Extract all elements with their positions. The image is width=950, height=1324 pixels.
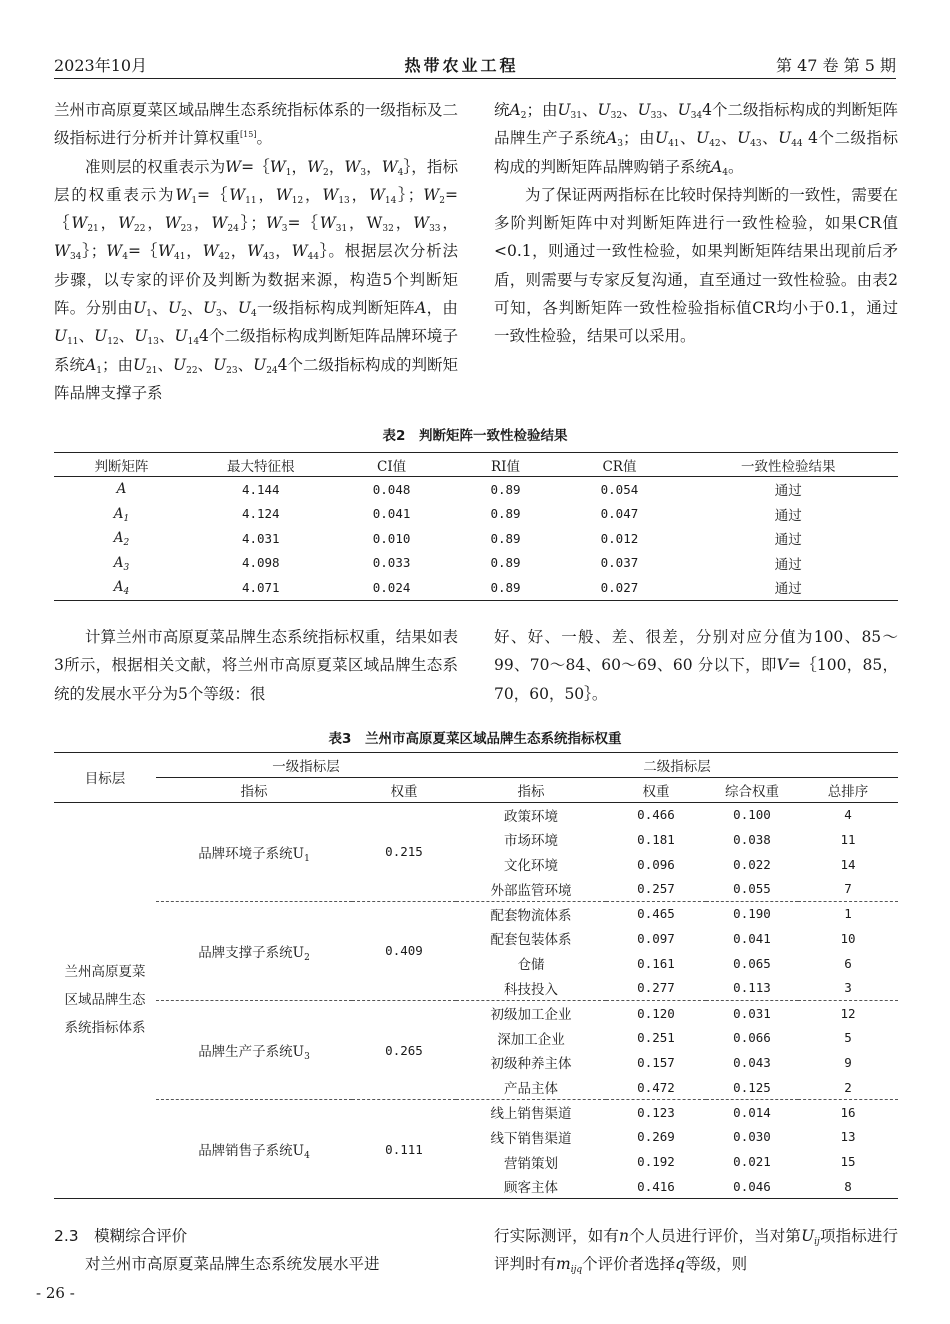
level2-weight-cell: 0.466	[637, 807, 675, 823]
level1-indicator-cell: 品牌支撑子系统$U_2$	[156, 901, 352, 1000]
level2-weight-cell: 0.465	[606, 901, 706, 926]
rank-cell: 14	[840, 856, 856, 872]
table-cell: 0.89	[490, 530, 521, 546]
running-header	[54, 50, 896, 79]
combined-weight-cell: 0.065	[733, 955, 771, 971]
level2-indicator-cell: 初级加工企业	[456, 1000, 606, 1025]
text-column-right-mid	[494, 623, 898, 708]
level2-weight-cell: 0.097	[637, 930, 675, 946]
table-cell: 通过	[774, 507, 802, 524]
header-volume: 第 47 卷 第 5 期	[776, 55, 896, 75]
level2-weight-cell: 0.251	[637, 1030, 675, 1046]
level2-indicator-cell: 科技投入	[504, 981, 558, 998]
combined-weight-cell: 0.046	[733, 1178, 771, 1194]
level2-indicator-cell: 深加工企业	[497, 1031, 565, 1048]
combined-weight-cell: 0.014	[706, 1100, 798, 1125]
level1-indicator-cell: 品牌销售子系统$U_4$	[156, 1100, 352, 1199]
level1-weight-cell: 0.111	[352, 1100, 456, 1199]
table-cell: 4.098	[241, 555, 280, 571]
table-row	[54, 551, 898, 576]
rank-cell: 2	[844, 1079, 852, 1095]
table-cell: 0.027	[600, 579, 639, 595]
target-layer-line: 区域品牌生态	[64, 992, 146, 1009]
table2-header: CI值	[333, 453, 451, 477]
header-date: 2023年10月	[54, 55, 148, 75]
rank-cell: 1	[798, 901, 898, 926]
table-row	[54, 901, 898, 926]
level1-weight-cell: 0.409	[352, 901, 456, 1000]
table-cell: 0.89	[490, 555, 521, 571]
table2	[54, 452, 898, 601]
rank-cell: 3	[844, 980, 852, 996]
table-cell: 0.012	[600, 530, 639, 546]
table-row	[54, 526, 898, 551]
level2-weight-cell: 0.277	[637, 980, 675, 996]
target-layer-line: 系统指标体系	[64, 1020, 146, 1037]
table-cell: 4.031	[241, 530, 280, 546]
level2-indicator-cell: 市场环境	[504, 833, 558, 850]
paragraph: 统$A_2$；由$U_{31}$、$U_{32}$、$U_{33}$、$U_{34}4$个二级指标构成的判断矩阵品牌生产子系统$A_3$；由$U_{41}$、$U_{42}$、$U_{43}$、$U_{44}$ 4个二级指标构成的判断矩阵品牌购销子系统$A_4$。	[494, 101, 899, 178]
rank-cell: 13	[840, 1129, 856, 1145]
table-cell: 通过	[774, 581, 802, 598]
level2-weight-cell: 0.157	[637, 1054, 675, 1070]
paragraph: 为了保证两两指标在比较时保持判断的一致性，需要在多阶判断矩阵中对判断矩阵进行一致性检验，如果CR值<0.1，则通过一致性检验，如果判断矩阵结果出现前后矛盾，则需要与专家反复沟通，直至通过一致性检验。由表2可知，各判断矩阵一致性检验指标值CR均小于0.1，通过一致性检验，结果可以采用。	[494, 185, 898, 346]
level2-indicator-cell: 顾客主体	[504, 1180, 558, 1197]
table2-header: 一致性检验结果	[679, 453, 898, 477]
table-cell: 0.89	[490, 481, 521, 497]
paragraph: 准则层的权重表示为$W=\{W_1$，$W_2$，$W_3$，$W_4\}$，指标层的权重表示为$W_1=\{W_{11}$，$W_{12}$，$W_{13}$，$W_{14}\}$；$W_2=\{W_{21}$，$W_{22}$，$W_{23}$，$W_{24}\}$；$W_3=\{W_{31}$，$W_{32}$，$W_{33}$，$W_{34}\}$；$W_4=\{W_{41}$，$W_{42}$，$W_{43}$，$W_{44}\}$。根据层次分析法步骤，以专家的评价及判断为数据来源，构造5个判断矩阵。分别由$U_1$、$U_2$、$U_3$、$U_4$一级指标构成判断矩阵A，由$U_{11}$、$U_{12}$、$U_{13}$、$U_{14}4$个二级指标构成判断矩阵品牌环境子系统$A_1$；由$U_{21}$、$U_{22}$、$U_{23}$、$U_{24}4$个二级指标构成的判断矩阵品牌支撑子系	[54, 157, 459, 402]
level2-weight-cell: 0.161	[637, 955, 675, 971]
table-row	[54, 1100, 898, 1125]
combined-weight-cell: 0.125	[733, 1079, 771, 1095]
table-cell: 0.054	[600, 481, 639, 497]
combined-weight-cell: 0.021	[733, 1154, 771, 1170]
combined-weight-cell: 0.030	[733, 1129, 771, 1145]
table-cell: 0.048	[372, 481, 411, 497]
level2-weight-cell: 0.181	[637, 831, 675, 847]
matrix-name-cell: $A_3$	[113, 554, 130, 573]
matrix-name-cell: $A_2$	[113, 530, 130, 549]
level1-weight-cell: 0.215	[385, 844, 423, 860]
level1-weight-cell: 0.265	[352, 1000, 456, 1099]
target-layer-line: 兰州高原夏菜	[64, 964, 146, 981]
rank-header: 总排序	[798, 777, 898, 802]
level2-indicator-cell: 外部监管环境	[490, 882, 572, 899]
level2-indicator-cell: 仓储	[517, 957, 545, 974]
paragraph: 行实际测评，如有n个人员进行评价，当对第$U_{ij}$项指标进行评判时有$m_{ijq}$个评价者选择q等级，则	[494, 1227, 898, 1276]
paragraph: 计算兰州市高原夏菜品牌生态系统指标权重，结果如表3所示，根据相关文献，将兰州市高原夏菜区域品牌生态系统的发展水平分为5个等级：很	[54, 628, 458, 703]
matrix-name-cell: $A_4$	[113, 579, 130, 598]
level2-indicator-cell: 初级种养主体	[490, 1056, 572, 1073]
paragraph: 对兰州市高原夏菜品牌生态系统发展水平进	[85, 1255, 380, 1274]
table-cell: 0.024	[372, 579, 411, 595]
level1-indicator-cell: 品牌环境子系统$U_1$	[198, 845, 310, 864]
table2-header: 最大特征根	[189, 453, 332, 477]
table3	[54, 752, 898, 1199]
table-row	[54, 802, 898, 827]
target-layer-cell	[54, 802, 156, 1199]
level2-weight-cell: 0.120	[606, 1000, 706, 1025]
table2-header: 判断矩阵	[54, 453, 189, 477]
table-cell: 4.144	[241, 481, 280, 497]
combined-weight-cell: 0.055	[733, 881, 771, 897]
combined-weight-cell: 0.038	[733, 831, 771, 847]
paragraph: 兰州市高原夏菜区域品牌生态系统指标体系的一级指标及二级指标进行分析并计算权重[15]。	[54, 101, 458, 148]
combined-weight-cell: 0.066	[733, 1030, 771, 1046]
table-cell: 0.041	[372, 506, 411, 522]
combined-weight-cell: 0.113	[733, 980, 771, 996]
level2-weight-cell: 0.269	[637, 1129, 675, 1145]
table3-caption: 表3 兰州市高原夏菜区域品牌生态系统指标权重	[328, 731, 622, 747]
table-cell: 0.033	[372, 555, 411, 571]
table2-header: RI值	[451, 453, 561, 477]
level2-indicator-cell: 线下销售渠道	[490, 1130, 572, 1147]
table2-header: CR值	[560, 453, 678, 477]
table-row	[54, 502, 898, 527]
text-column-left-top	[54, 96, 458, 407]
level1-indicator-cell: 品牌生产子系统$U_3$	[156, 1000, 352, 1099]
table-cell: 0.89	[490, 579, 521, 595]
text-column-right-bottom	[494, 1222, 898, 1279]
table-row	[54, 575, 898, 600]
text-column-left-mid	[54, 623, 458, 708]
paragraph: 好、好、一般、差、很差，分别对应分值为100、85～99、70～84、60～69、60 分以下，即V=｛100，85，70，60，50｝。	[494, 628, 898, 703]
level2-indicator-cell: 配套包装体系	[490, 932, 572, 949]
level2-weight-cell: 0.192	[637, 1154, 675, 1170]
level2-indicator-header: 指标	[456, 777, 606, 802]
rank-cell: 16	[798, 1100, 898, 1125]
text-column-right-top	[494, 96, 898, 351]
table-cell: 4.071	[241, 579, 280, 595]
rank-cell: 12	[798, 1000, 898, 1025]
level2-indicator-cell: 产品主体	[504, 1081, 558, 1097]
rank-cell: 15	[840, 1154, 856, 1170]
section-heading: 2.3 模糊综合评价	[54, 1227, 188, 1245]
rank-cell: 9	[844, 1054, 852, 1070]
level2-indicator-cell: 配套物流体系	[456, 901, 606, 926]
table-row	[54, 477, 898, 502]
table-cell: 0.89	[490, 506, 521, 522]
page-number: - 26 -	[36, 1284, 75, 1302]
level1-header: 一级指标层	[156, 753, 456, 778]
combined-weight-cell: 0.100	[733, 807, 771, 823]
level2-indicator-cell: 线上销售渠道	[456, 1100, 606, 1125]
level2-weight-cell: 0.123	[606, 1100, 706, 1125]
table-cell: 0.047	[600, 506, 639, 522]
level1-indicator-header: 指标	[156, 777, 352, 802]
matrix-name-cell: A	[116, 481, 127, 498]
rank-cell: 10	[840, 930, 856, 946]
level1-weight-header: 权重	[352, 777, 456, 802]
rank-cell: 4	[844, 807, 852, 823]
table-cell: 通过	[774, 556, 802, 573]
table-cell: 通过	[774, 483, 802, 500]
rank-cell: 11	[840, 831, 856, 847]
combined-weight-cell: 0.043	[733, 1054, 771, 1070]
combined-weight-cell: 0.190	[706, 901, 798, 926]
table-row	[54, 1000, 898, 1025]
combined-weight-cell: 0.022	[733, 856, 771, 872]
level2-indicator-cell: 文化环境	[504, 858, 558, 875]
level2-weight-header: 权重	[606, 777, 706, 802]
level2-indicator-cell: 营销策划	[504, 1155, 558, 1172]
combined-weight-header: 综合权重	[706, 777, 798, 802]
table-cell: 4.124	[241, 506, 280, 522]
table-cell: 0.010	[372, 530, 411, 546]
level2-weight-cell: 0.257	[637, 881, 675, 897]
level2-weight-cell: 0.096	[637, 856, 675, 872]
rank-cell: 7	[844, 881, 852, 897]
table-cell: 0.037	[600, 555, 639, 571]
matrix-name-cell: $A_1$	[113, 505, 130, 524]
rank-cell: 6	[844, 955, 852, 971]
target-layer-header: 目标层	[54, 753, 156, 803]
table-cell: 通过	[774, 532, 802, 549]
level2-header: 二级指标层	[456, 753, 898, 778]
text-column-left-bottom	[54, 1222, 458, 1279]
level2-indicator-cell: 政策环境	[504, 808, 558, 825]
combined-weight-cell: 0.031	[706, 1000, 798, 1025]
combined-weight-cell: 0.041	[733, 930, 771, 946]
rank-cell: 5	[844, 1030, 852, 1046]
table2-caption: 表2 判断矩阵一致性检验结果	[382, 428, 568, 444]
level2-weight-cell: 0.472	[637, 1079, 675, 1095]
journal-title: 热带农业工程	[404, 55, 519, 75]
level2-weight-cell: 0.416	[637, 1178, 675, 1194]
rank-cell: 8	[844, 1178, 852, 1194]
